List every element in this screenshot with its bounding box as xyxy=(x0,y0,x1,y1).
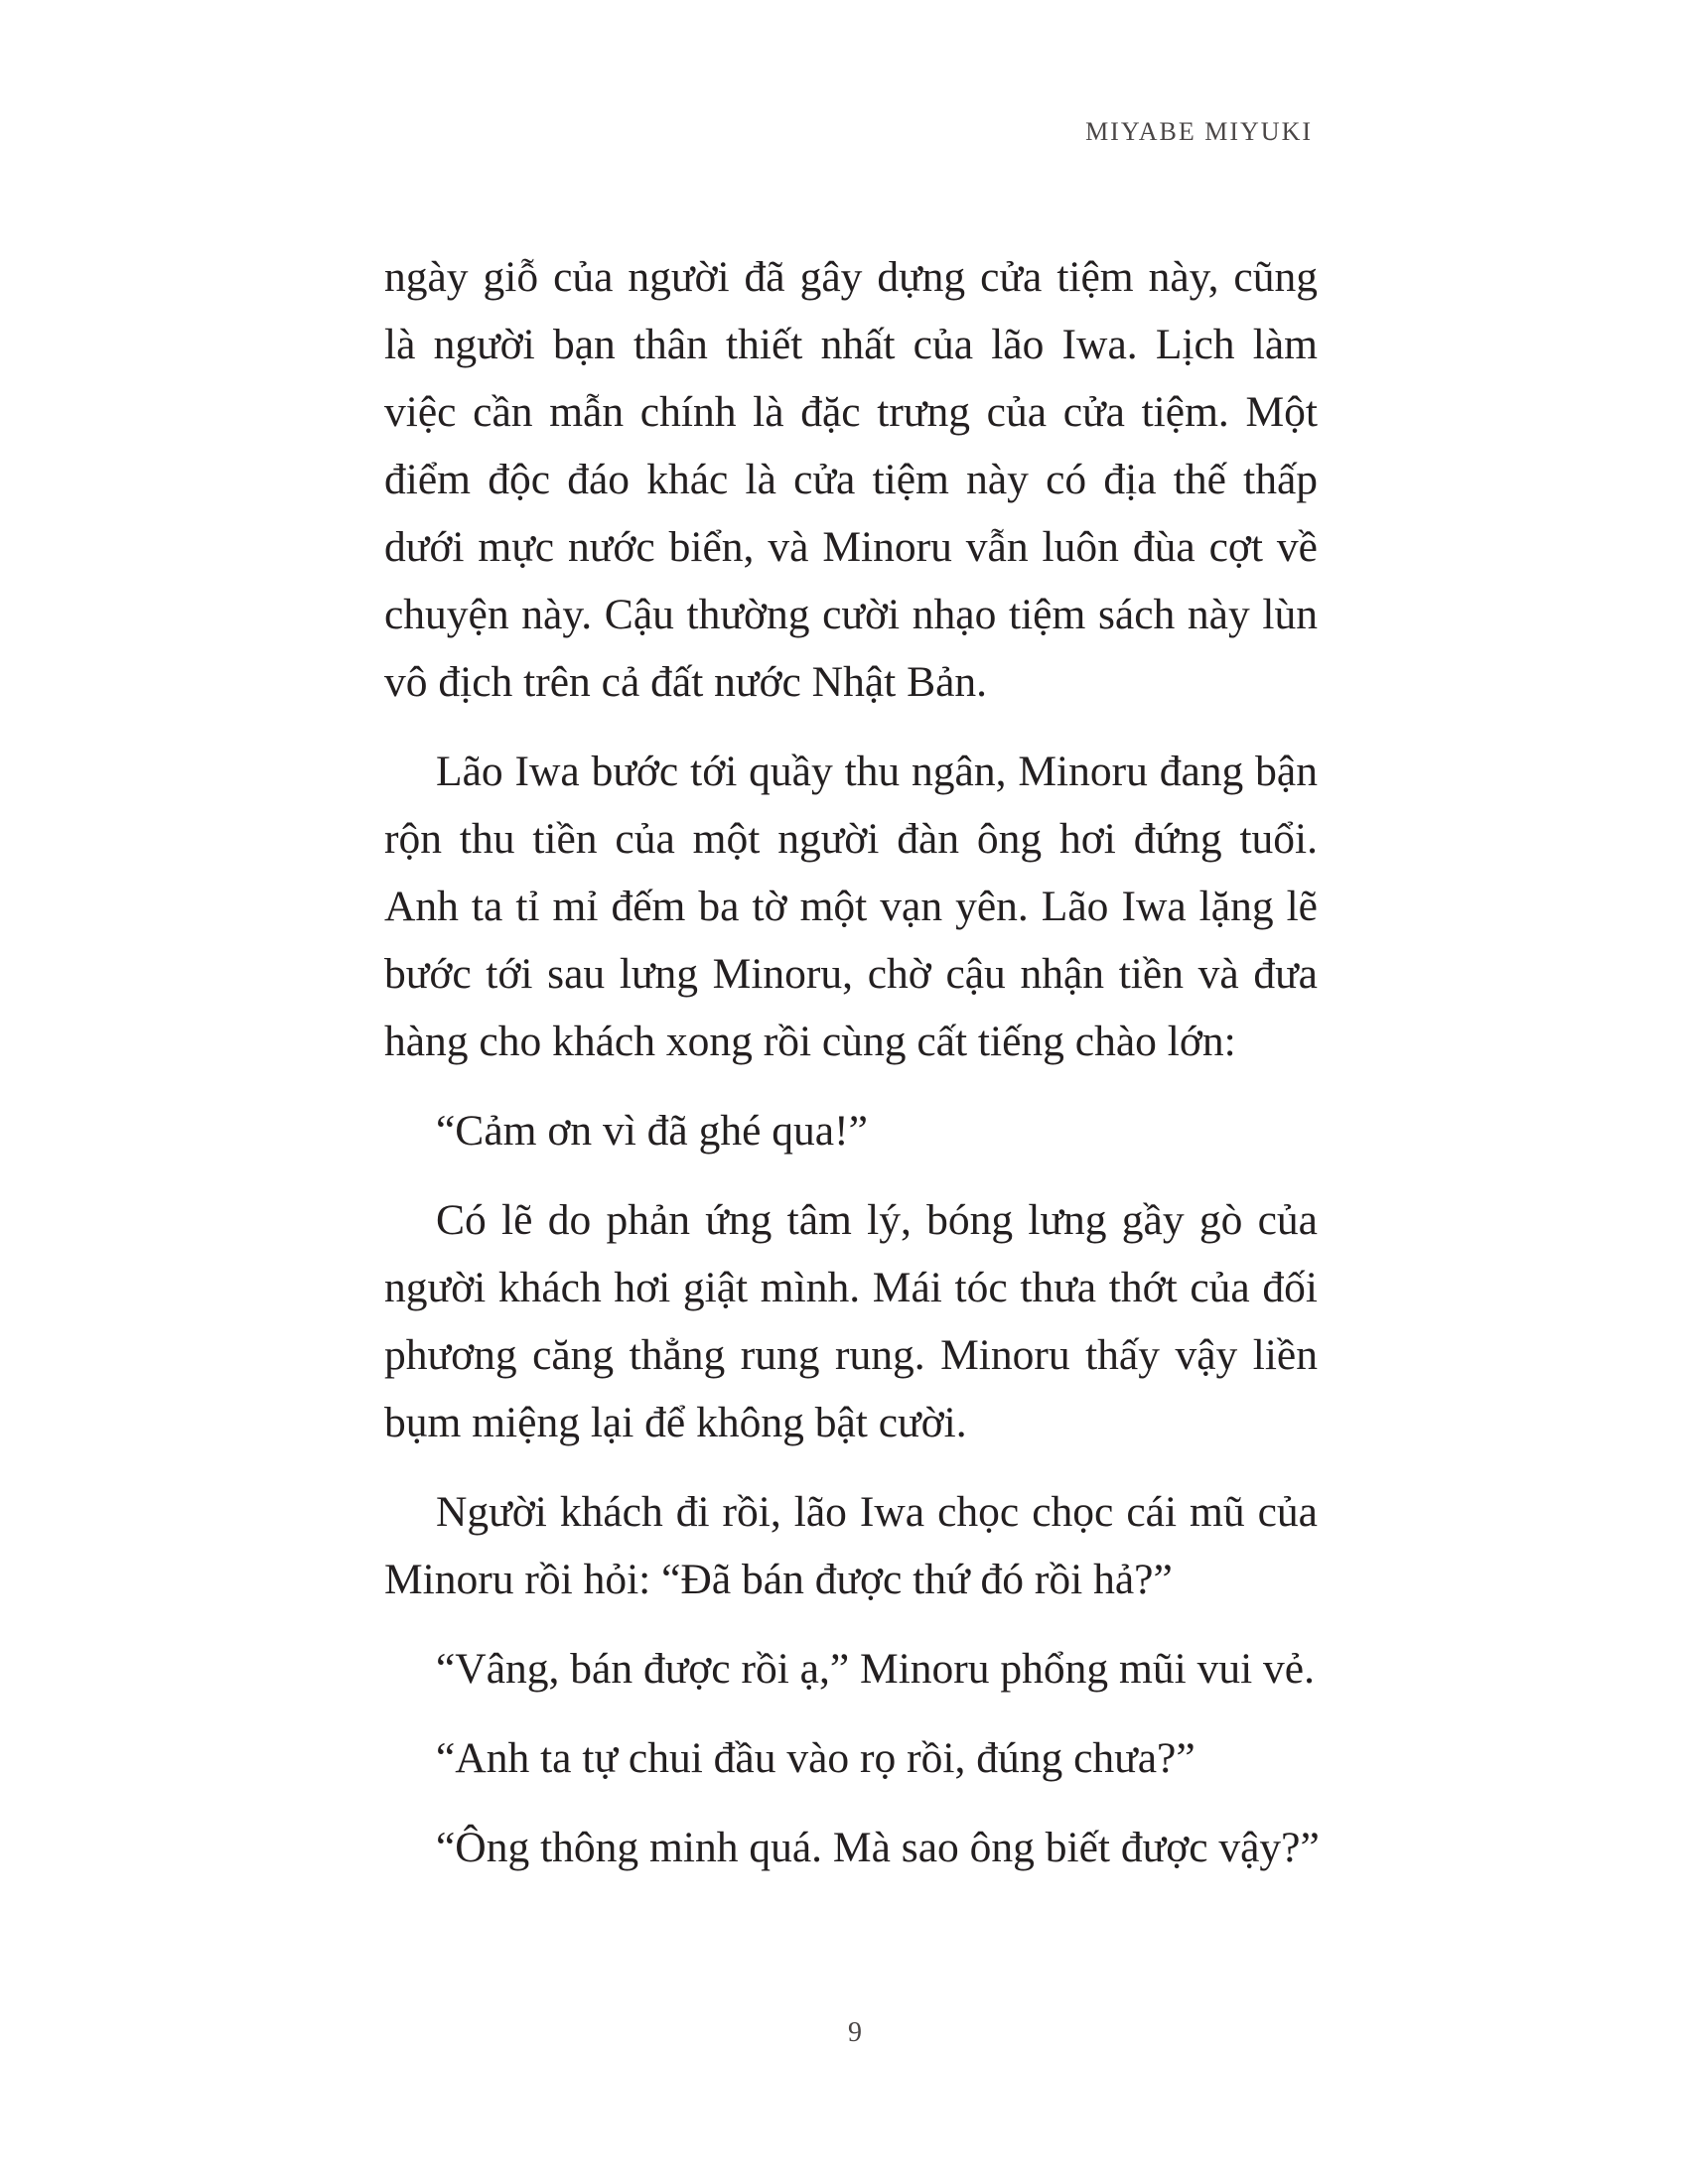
text-line: dưới mực nước biển, và Minoru vẫn luôn đùa cợt về xyxy=(384,523,1318,571)
body-text xyxy=(384,243,1318,1881)
page-number: 9 xyxy=(848,2017,862,2048)
text-line: “Ông thông minh quá. Mà sao ông biết được vậy?” xyxy=(436,1824,1320,1871)
running-header: MIYABE MIYUKI xyxy=(1085,117,1313,146)
paragraph xyxy=(384,243,1318,716)
paragraph xyxy=(384,1186,1318,1456)
text-line: người khách hơi giật mình. Mái tóc thưa thớt của đối xyxy=(384,1264,1318,1311)
text-line: “Cảm ơn vì đã ghé qua!” xyxy=(436,1107,868,1155)
paragraph xyxy=(384,1814,1318,1881)
text-line: Anh ta tỉ mỉ đếm ba tờ một vạn yên. Lão Iwa lặng lẽ xyxy=(384,883,1318,930)
paragraph xyxy=(384,1724,1318,1792)
text-line: phương căng thẳng rung rung. Minoru thấy vậy liền xyxy=(384,1331,1318,1379)
text-line: chuyện này. Cậu thường cười nhạo tiệm sách này lùn xyxy=(384,591,1318,638)
text-line: hàng cho khách xong rồi cùng cất tiếng chào lớn: xyxy=(384,1018,1236,1065)
paragraph xyxy=(384,1635,1318,1703)
text-line: Người khách đi rồi, lão Iwa chọc chọc cái mũ của xyxy=(436,1488,1318,1536)
text-line: “Anh ta tự chui đầu vào rọ rồi, đúng chưa?” xyxy=(436,1734,1196,1782)
text-line: “Vâng, bán được rồi ạ,” Minoru phổng mũi vui vẻ. xyxy=(436,1645,1315,1693)
text-line: bước tới sau lưng Minoru, chờ cậu nhận tiền và đưa xyxy=(384,950,1318,998)
text-line: vô địch trên cả đất nước Nhật Bản. xyxy=(384,658,988,706)
text-line: điểm độc đáo khác là cửa tiệm này có địa thế thấp xyxy=(384,456,1318,503)
paragraph xyxy=(384,738,1318,1075)
text-line: Lão Iwa bước tới quầy thu ngân, Minoru đang bận xyxy=(436,748,1318,795)
text-line: việc cần mẫn chính là đặc trưng của cửa tiệm. Một xyxy=(384,388,1318,436)
paragraph xyxy=(384,1478,1318,1613)
paragraph xyxy=(384,1097,1318,1164)
text-line: Minoru rồi hỏi: “Đã bán được thứ đó rồi hả?” xyxy=(384,1556,1173,1603)
text-line: bụm miệng lại để không bật cười. xyxy=(384,1399,967,1446)
text-line: là người bạn thân thiết nhất của lão Iwa. Lịch làm xyxy=(384,321,1318,368)
text-line: ngày giỗ của người đã gây dựng cửa tiệm này, cũng xyxy=(384,253,1318,301)
text-line: Có lẽ do phản ứng tâm lý, bóng lưng gầy gò của xyxy=(436,1196,1318,1244)
text-line: rộn thu tiền của một người đàn ông hơi đứng tuổi. xyxy=(384,815,1318,863)
